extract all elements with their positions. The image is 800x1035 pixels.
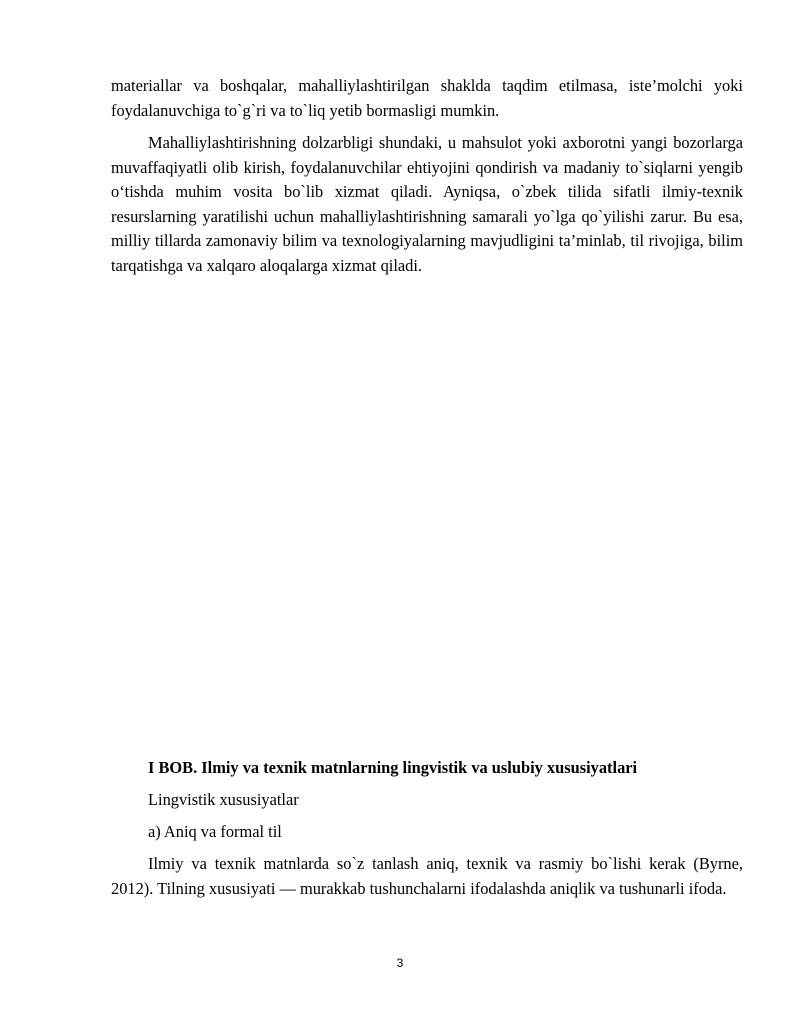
paragraph-localization-relevance: Mahalliylashtirishning dolzarbligi shundaki, u mahsulot yoki axborotni yangi bozorlarga muvaffaqiyatli olib kirish, foydalanuvchilar ehtiyojini qondirish va madaniy to`siqlarni yengib o‘tishda muhim vosita bo`lib xizmat qiladi. Ayniqsa, o`zbek tilida sifatli ilmiy-texnik resurslarning yaratilishi uchun mahalliylashtirishning samarali yo`lga qo`yilishi zarur. Bu esa, milliy tillarda zamonaviy bilim va texnologiyalarning mavjudligini ta’minlab, til rivojiga, bilim tarqatishga va xalqaro aloqalarga xizmat qiladi. bbox=[111, 133, 743, 275]
page-number: 3 bbox=[396, 956, 404, 970]
subheading-linguistic-features: Lingvistik xususiyatlar bbox=[148, 790, 299, 809]
subsection-precise-formal-language: a) Aniq va formal til bbox=[148, 822, 282, 841]
paragraph-word-choice: Ilmiy va texnik matnlarda so`z tanlash aniq, texnik va rasmiy bo`lishi kerak (Byrne, 2012). Tilning xususiyati — murakkab tushunchalarni ifodalashda aniqlik va tushunarli ifoda. bbox=[111, 854, 743, 898]
chapter-heading: I BOB. Ilmiy va texnik matnlarning lingvistik va uslubiy xususiyatlari bbox=[148, 758, 638, 777]
paragraph-continuation: materiallar va boshqalar, mahalliylashtirilgan shaklda taqdim etilmasa, iste’molchi yoki foydalanuvchiga to`g`ri va to`liq yetib bormasligi mumkin. bbox=[111, 76, 743, 120]
